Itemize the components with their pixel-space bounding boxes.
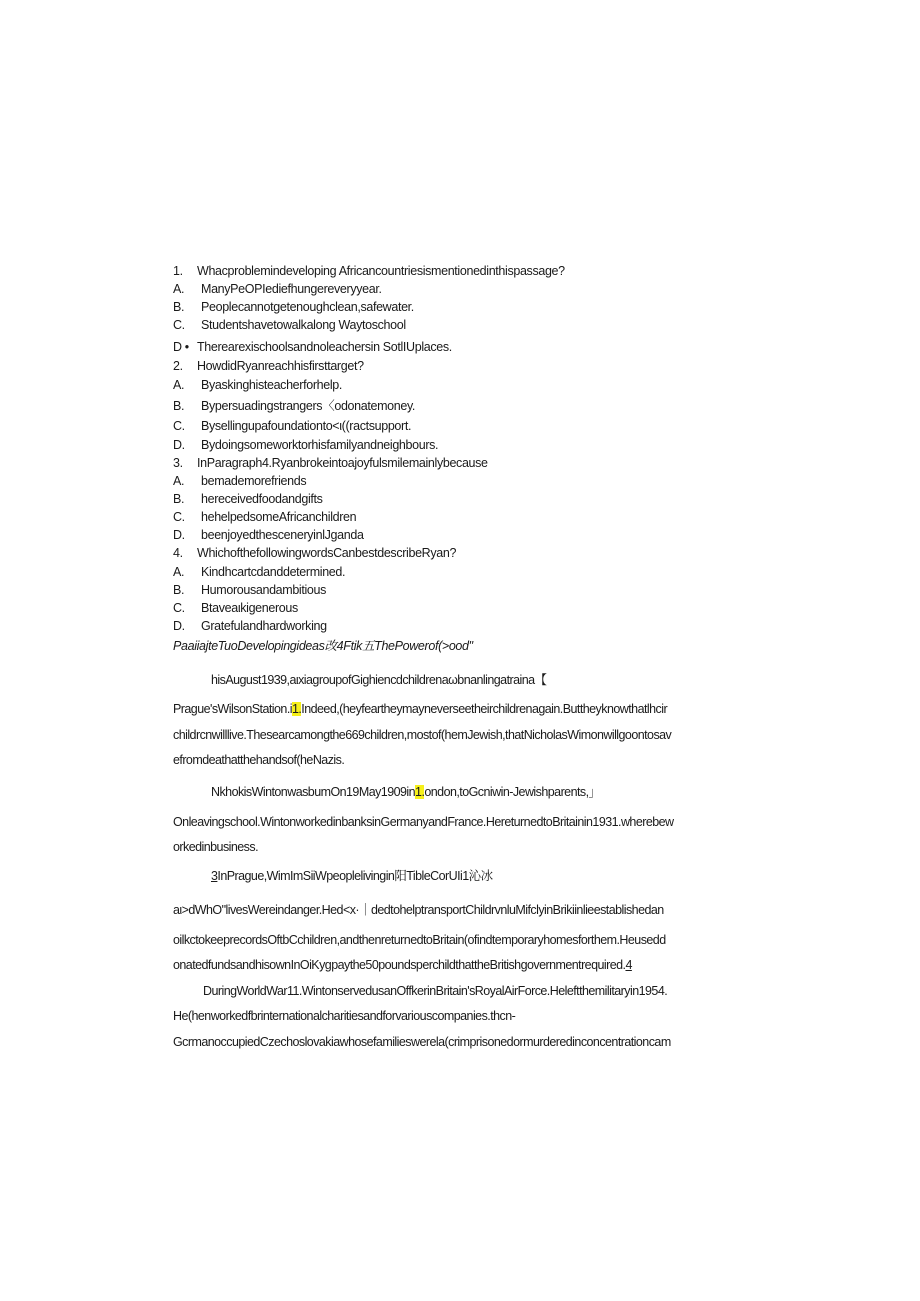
option-letter: A. (173, 565, 185, 579)
option-letter: B. (173, 583, 185, 597)
option-text: Bydoingsomeworktorhisfamilyandneighbours. (201, 438, 439, 452)
question-2-option-b (173, 398, 415, 414)
passage-p4-line2: He(henworkedfbrinternationalcharitiesandforvariouscompanies.thcn- (173, 1009, 516, 1023)
passage-text: InPrague,WimImSiiWpeoplelivingin阳TibleCorUIi1沁冰 (217, 869, 493, 883)
question-4-stem (173, 545, 456, 561)
option-text: beenjoyedthesceneryinlJganda (201, 528, 364, 542)
option-letter: C. (173, 510, 185, 524)
option-letter: A. (173, 378, 185, 392)
option-text: Kindhcartcdanddetermined. (201, 565, 346, 579)
option-text: Byaskinghisteacherforhelp. (201, 378, 342, 392)
passage-p3-line4 (173, 957, 632, 973)
passage-p3-line1 (211, 868, 493, 884)
question-number: 4. (173, 546, 183, 560)
question-4-option-b (173, 582, 326, 598)
section-heading: PaaiiajteTuoDevelopingideas改4Ftik五ThePowerof(>ood" (173, 639, 473, 653)
option-text: Peoplecannotgetenoughclean,safewater. (201, 300, 414, 314)
passage-text: Indeed,(heyfeartheymayneverseetheirchildrenagain.Buttheyknowthatlhcir (301, 702, 668, 716)
question-2-stem (173, 358, 364, 374)
question-text: WhichofthefollowingwordsCanbestdescribeRyan? (197, 546, 457, 560)
highlighted-blank-marker: 1. (291, 702, 302, 716)
question-2-option-a (173, 377, 342, 393)
option-letter: B. (173, 300, 185, 314)
passage-p4-line3: GcrmanoccupiedCzechoslovakiawhosefamilieswerela(crimprisonedormurderedinconcentrationcam (173, 1035, 671, 1049)
option-text: hereceivedfoodandgifts (201, 492, 323, 506)
option-letter: A. (173, 474, 185, 488)
option-letter: A. (173, 282, 185, 296)
underlined-blank-marker: 3 (211, 869, 218, 883)
question-number: 2. (173, 359, 183, 373)
passage-p2-line3: orkedinbusiness. (173, 840, 259, 854)
question-4-option-a (173, 564, 345, 580)
option-text: hehelpedsomeAfricanchildren (201, 510, 357, 524)
option-letter: D. (173, 438, 185, 452)
passage-text: onatedfundsandhisownInOiKygpaythe50poundsperchildthattheBritishgovernmentrequired. (173, 958, 626, 972)
option-letter: C. (173, 419, 185, 433)
question-1-option-d (173, 339, 452, 355)
passage-p1-line2 (173, 701, 667, 717)
question-3-stem (173, 455, 488, 471)
option-text: Studentshavetowalkalong Waytoschool (201, 318, 406, 332)
passage-p3-line2: aι>dWhO"livesWereindanger.Hed<x·｜dedtohelptransportChildrvnluMifclyinBrikiinlieestablishedan (173, 903, 664, 917)
question-number: 3. (173, 456, 183, 470)
option-text: Bysellingupafoundationto<ι((ractsupport. (201, 419, 412, 433)
option-letter: D. (173, 619, 185, 633)
question-number: 1. (173, 264, 183, 278)
question-text: Whacproblemindeveloping Africancountriesismentionedinthispassage? (197, 264, 565, 278)
question-4-option-c (173, 600, 298, 616)
passage-p4-line1: DuringWorldWar11.WintonservedusanOffkerinBritain'sRoyalAirForce.Heleftthemilitaryin1954. (203, 984, 668, 998)
question-3-option-a (173, 473, 306, 489)
question-2-option-c (173, 418, 411, 434)
option-text: ManyPeOPIediefhungereveryyear. (201, 282, 382, 296)
passage-text: ondon,toGcniwin-Jewishparents,」 (424, 785, 601, 799)
option-letter: B. (173, 492, 185, 506)
question-3-option-d (173, 527, 364, 543)
option-text: Humorousandambitious (201, 583, 327, 597)
option-letter: C. (173, 318, 185, 332)
question-3-option-b (173, 491, 323, 507)
passage-p3-line3: oilkctokeeprecordsOftbCchildren,andthenreturnedtoBritain(ofindtemporaryhomesforthem.Heusedd (173, 933, 666, 947)
passage-p2-line2: Onleavingschool.WintonworkedinbanksinGermanyandFrance.HereturnedtoBritainin1931.wherebew (173, 815, 674, 829)
option-letter: D. (173, 528, 185, 542)
question-1-stem (173, 263, 565, 279)
question-2-option-d (173, 437, 438, 453)
option-text: bemademorefriends (201, 474, 307, 488)
question-3-option-c (173, 509, 356, 525)
option-text: Bypersuadingstrangers〈odonatemoney. (201, 399, 416, 413)
passage-text: NkhokisWintonwasbumOn19May1909in (211, 785, 416, 799)
passage-p1-line3: childrcnwilllive.Thesearcamongthe669children,mostof(hemJewish,thatNicholasWimonwillgoontosav (173, 728, 672, 742)
question-1-option-b (173, 299, 414, 315)
passage-p1-line1: hisAugust1939,aιxiagroupofGighiencdchildrenaωbnanlingatraina【 (211, 673, 547, 687)
question-1-option-c (173, 317, 406, 333)
passage-p2-line1 (211, 784, 600, 800)
option-text: Therearexischoolsandnoleachersin SotlIUplaces. (197, 340, 452, 354)
passage-text: Prague'sWilsonStation.i (173, 702, 292, 716)
highlighted-blank-marker: 1. (415, 785, 425, 799)
question-text: InParagraph4.Ryanbrokeintoajoyfulsmilemainlybecause (197, 456, 488, 470)
question-4-option-d (173, 618, 327, 634)
option-letter: D • (173, 340, 189, 354)
option-text: Btaveaιkigenerous (201, 601, 298, 615)
question-text: HowdidRyanreachhisfirsttarget? (197, 359, 364, 373)
question-1-option-a (173, 281, 382, 297)
option-text: Gratefulandhardworking (201, 619, 327, 633)
option-letter: B. (173, 399, 185, 413)
passage-p1-line4: efromdeathatthehandsof(heNazis. (173, 753, 345, 767)
underlined-blank-marker: 4 (625, 958, 632, 972)
option-letter: C. (173, 601, 185, 615)
